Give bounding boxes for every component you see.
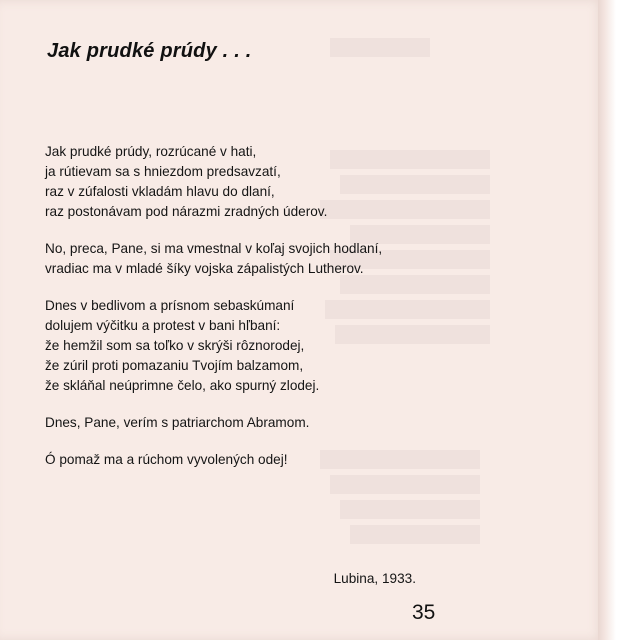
page-number: 35 [412,601,436,624]
verse-line: No, preca, Pane, si ma vmestnal v koľaj svojich hodlaní, [45,241,383,256]
stanza [45,239,565,279]
page-edge [598,0,616,640]
show-through-title [330,38,430,63]
verse-line: vradiac ma v mladé šíky vojska zápalistých Lutherov. [45,261,364,276]
verse-line: Dnes, Pane, verím s patriarchom Abramom. [45,415,310,430]
poem-body [45,142,565,487]
verse-line: že skláňal neúprimne čelo, ako spurný zlodej. [45,378,320,393]
verse-line: že hemžil som sa toľko v skrýši rôznorodej, [45,338,305,353]
poem-title: Jak prudké prúdy . . . [47,40,252,62]
verse-line: dolujem výčitku a protest v bani hľbaní: [45,318,281,333]
verse-line: raz v zúfalosti vkladám hlavu do dlaní, [45,184,275,199]
verse-line: Jak prudké prúdy, rozrúcané v hati, [45,144,257,159]
stanza [45,450,565,470]
stanza [45,413,565,433]
verse-line: Dnes v bedlivom a prísnom sebaskúmaní [45,298,295,313]
verse-line: Ó pomaž ma a rúchom vyvolených odej! [45,452,288,467]
verse-line: raz postonávam pod nárazmi zradných úderov. [45,204,328,219]
place-date-signature: Lubina, 1933. [333,571,416,586]
verse-line: ja rútievam sa s hniezdom predsavzatí, [45,164,281,179]
stanza [45,142,565,222]
stanza [45,296,565,396]
verse-line: že zúril proti pomazaniu Tvojím balzamom, [45,358,304,373]
